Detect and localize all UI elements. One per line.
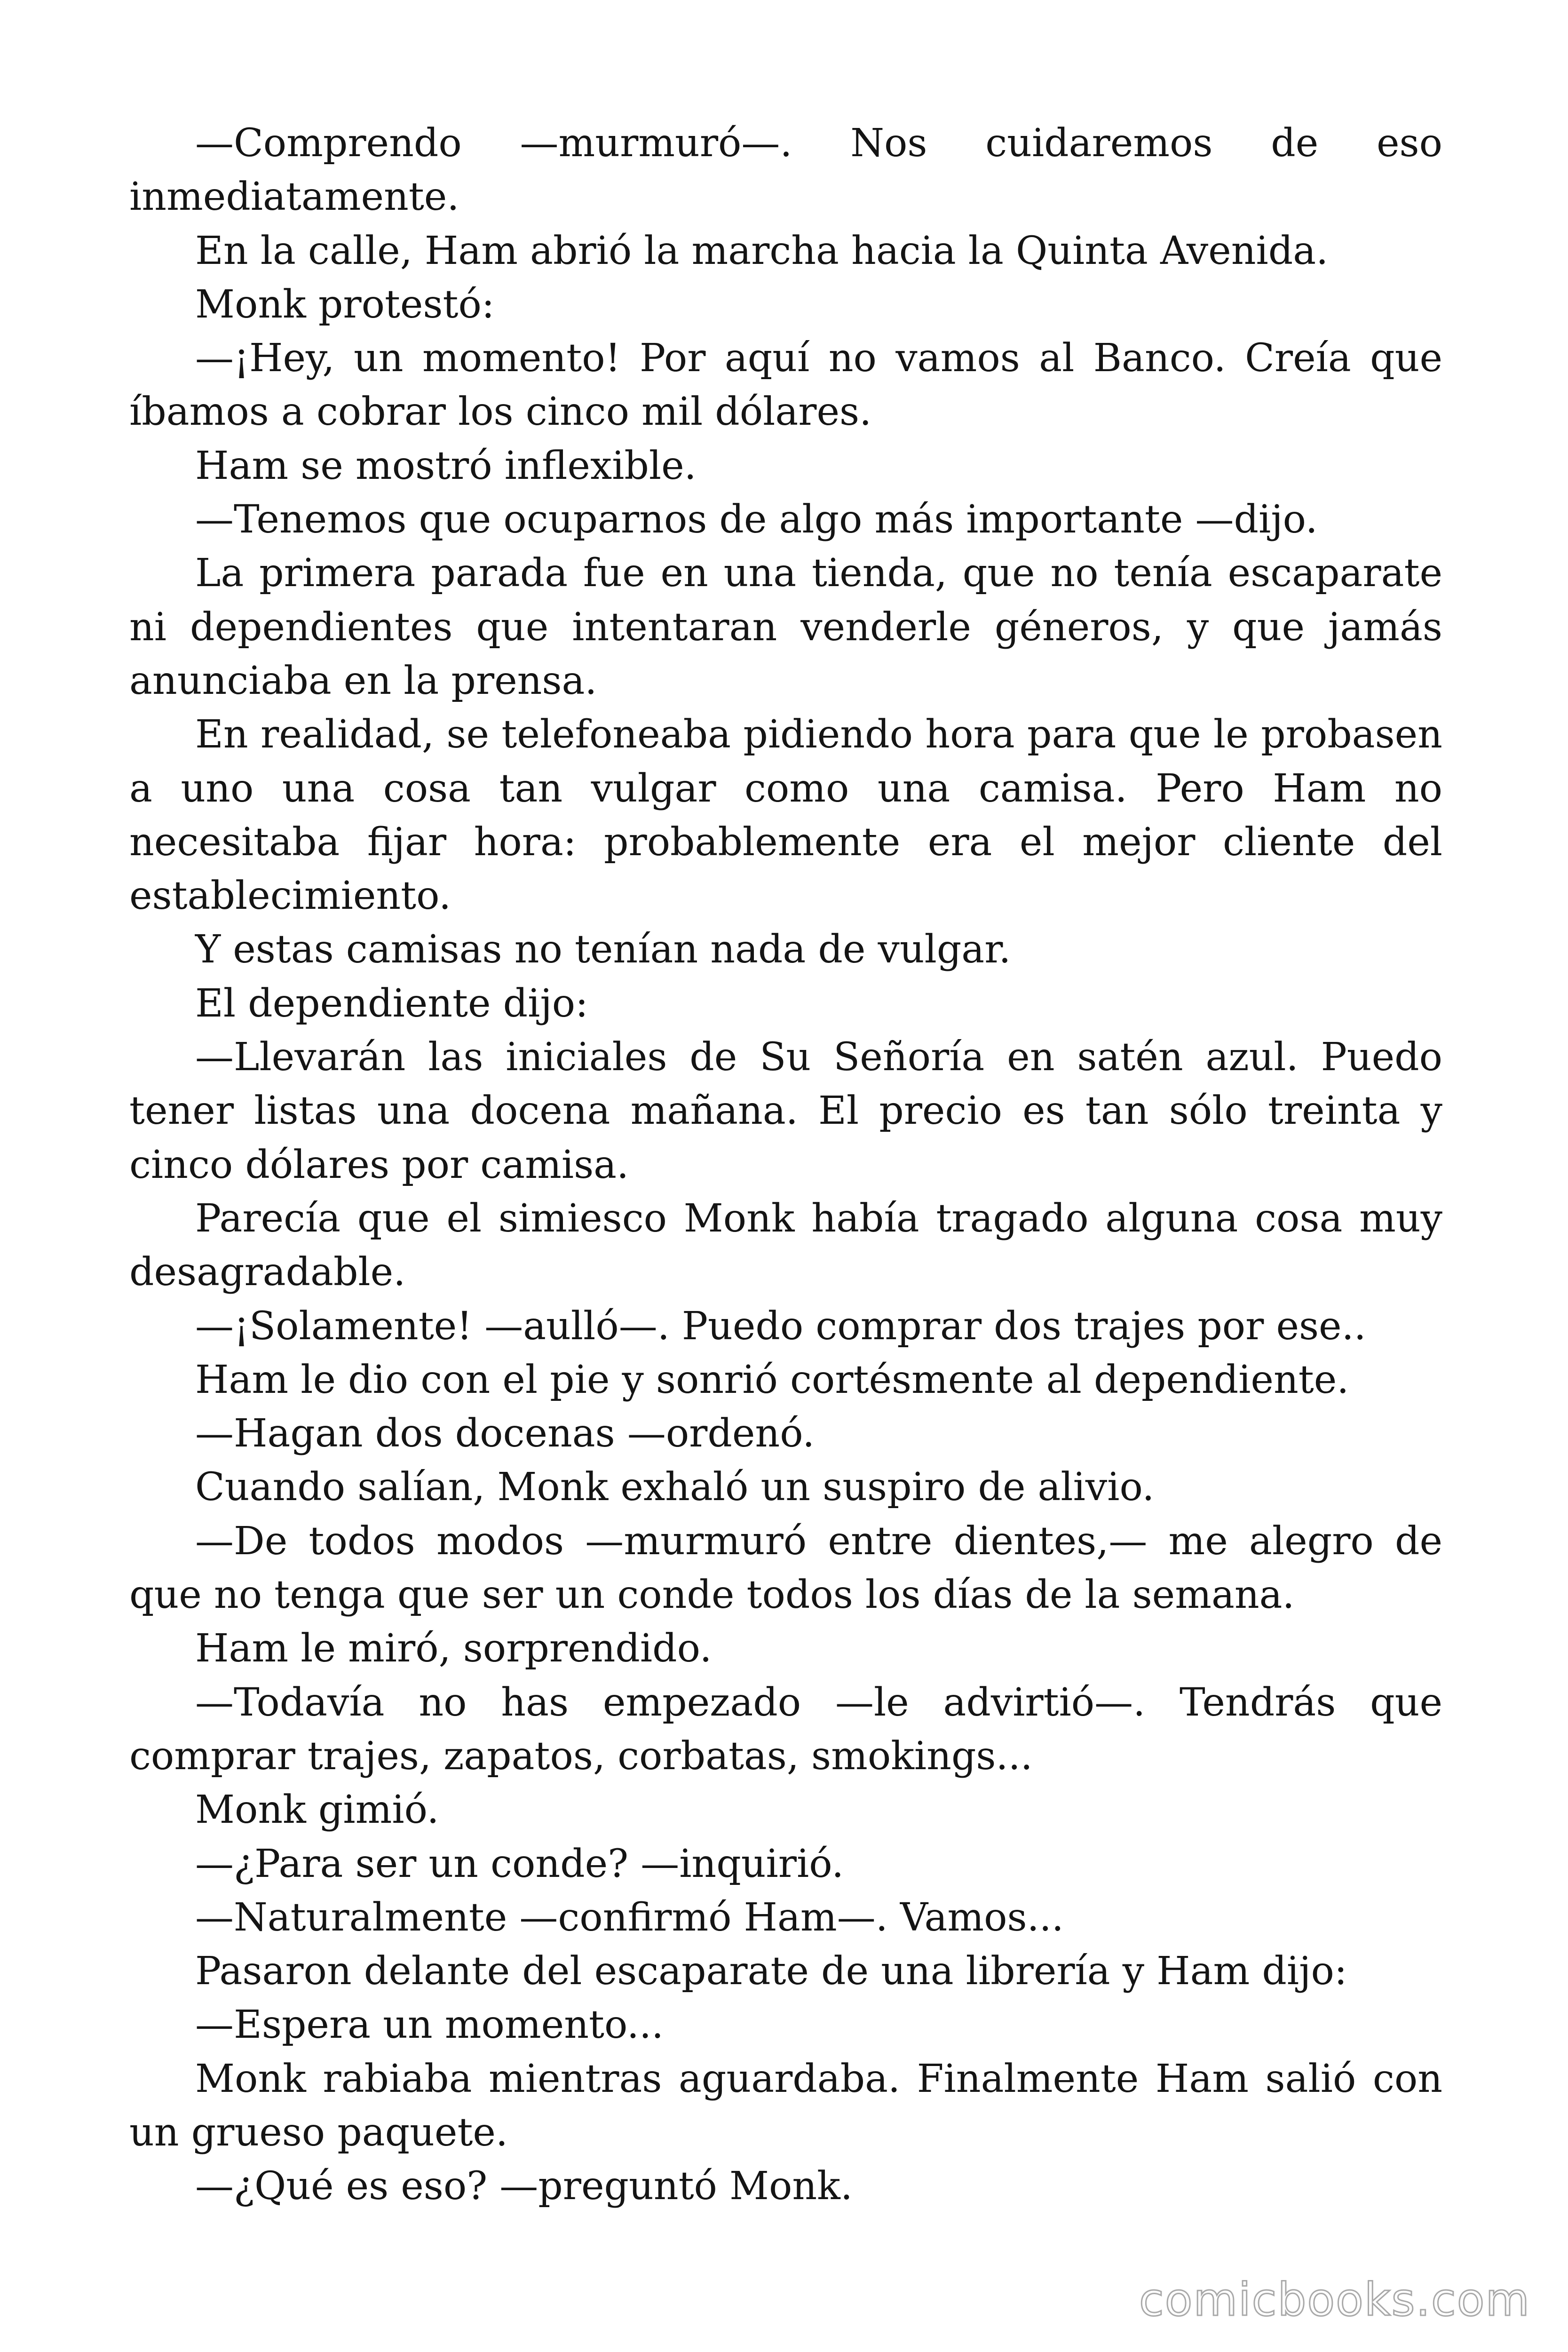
paragraph: En la calle, Ham abrió la marcha hacia la Quinta Avenida.: [195, 228, 1329, 273]
paragraph: En realidad, se telefoneaba pidiendo hora para que le probasen a uno una cosa tan vulgar como una camisa. Pero Ham no necesitaba fijar hora: probablemente era el mejor cliente del establecimiento.: [129, 712, 1442, 919]
paragraph: Cuando salían, Monk exhaló un suspiro de alivio.: [195, 1465, 1155, 1510]
paragraph: El dependiente dijo:: [195, 981, 588, 1026]
paragraph: —Llevarán las iniciales de Su Señoría en satén azul. Puedo tener listas una docena mañana. El precio es tan sólo treinta y cinco dólares por camisa.: [129, 1035, 1442, 1187]
paragraph: Y estas camisas no tenían nada de vulgar.: [195, 927, 1011, 972]
paragraph: —Comprendo —murmuró—. Nos cuidaremos de eso inmediatamente.: [129, 121, 1442, 220]
paragraph: —Todavía no has empezado —le advirtió—. Tendrás que comprar trajes, zapatos, corbatas, smokings...: [129, 1680, 1442, 1779]
paragraph: —Espera un momento...: [195, 2002, 664, 2048]
paragraph: —¿Qué es eso? —preguntó Monk.: [195, 2164, 853, 2209]
book-page-text: [129, 117, 1442, 2214]
paragraph: —Naturalmente —confirmó Ham—. Vamos...: [195, 1895, 1064, 1940]
paragraph: La primera parada fue en una tienda, que no tenía escaparate ni dependientes que intentaran venderle géneros, y que jamás anunciaba en la prensa.: [129, 551, 1442, 703]
paragraph: —Tenemos que ocuparnos de algo más importante —dijo.: [195, 497, 1318, 542]
paragraph: —¿Para ser un conde? —inquirió.: [195, 1841, 844, 1886]
paragraph: —Hagan dos docenas —ordenó.: [195, 1411, 815, 1456]
paragraph: Pasaron delante del escaparate de una librería y Ham dijo:: [195, 1949, 1347, 1994]
watermark-logo: comicbooks.com: [1139, 2273, 1530, 2326]
paragraph: Ham se mostró inflexible.: [195, 443, 697, 488]
paragraph: Parecía que el simiesco Monk había tragado alguna cosa muy desagradable.: [129, 1196, 1442, 1295]
paragraph: Monk protestó:: [195, 282, 495, 327]
paragraph: —De todos modos —murmuró entre dientes,— me alegro de que no tenga que ser un conde todos los días de la semana.: [129, 1518, 1442, 1618]
paragraph: Monk rabiaba mientras aguardaba. Finalmente Ham salió con un grueso paquete.: [129, 2056, 1442, 2155]
paragraph: Ham le dio con el pie y sonrió cortésmente al dependiente.: [195, 1357, 1349, 1402]
paragraph: Ham le miró, sorprendido.: [195, 1626, 712, 1671]
paragraph: —¡Hey, un momento! Por aquí no vamos al Banco. Creía que íbamos a cobrar los cinco mil dólares.: [129, 336, 1442, 435]
paragraph: Monk gimió.: [195, 1788, 439, 1833]
paragraph: —¡Solamente! —aulló—. Puedo comprar dos trajes por ese..: [195, 1303, 1366, 1349]
